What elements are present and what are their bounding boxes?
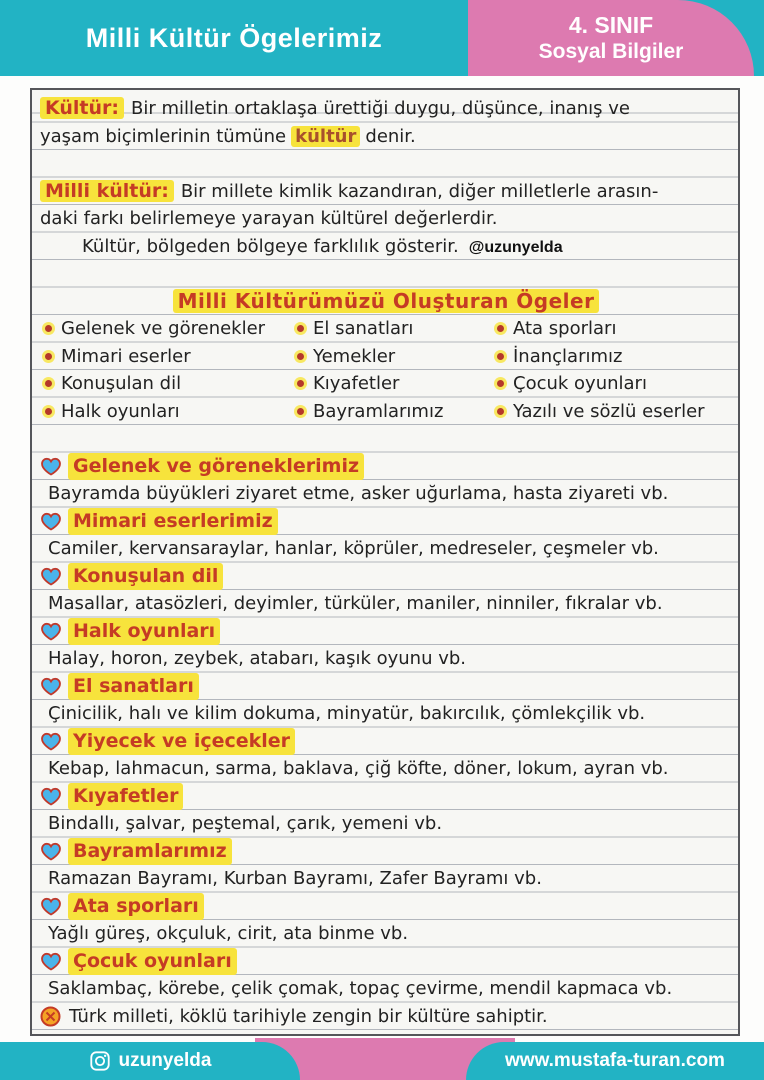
list-item (292, 398, 492, 426)
section-detail: Masallar, atasözleri, deyimler, türküler, maniler, ninniler, fıkralar vb. (48, 593, 663, 614)
notebook-page (30, 88, 740, 1036)
section-title: Konuşulan dil (68, 563, 223, 591)
heart-icon (40, 842, 62, 861)
section-title: El sanatları (68, 673, 199, 701)
elements-column-3 (492, 315, 732, 425)
list-item-label: Halk oyunları (61, 400, 180, 422)
section-title-row (40, 673, 732, 701)
header-bar (0, 0, 764, 76)
dot-bullet-icon (497, 353, 504, 360)
heart-icon (40, 622, 62, 641)
heart-icon (40, 512, 62, 531)
pinwheel-badge-icon (40, 1006, 61, 1027)
watermark-handle: @uzunyelda (468, 238, 563, 256)
grade-label: 4. SINIF (568, 11, 654, 38)
instagram-handle: uzunyelda (118, 1050, 212, 1071)
list-item (492, 398, 732, 426)
term-kultur: Kültür: (40, 97, 124, 119)
list-item (40, 370, 292, 398)
page-title: Milli Kültür Ögelerimiz (85, 22, 383, 53)
list-item (40, 343, 292, 371)
list-item (492, 315, 732, 343)
dot-bullet-icon (45, 380, 52, 387)
dot-bullet-icon (297, 408, 304, 415)
instagram-icon (89, 1050, 111, 1072)
footer-instagram-bar (0, 1042, 300, 1080)
section-detail: Çinicilik, halı ve kilim dokuma, minyatür, bakırcılık, çömlekçilik vb. (48, 703, 646, 724)
grade-subject-badge (468, 0, 754, 76)
heart-icon (40, 567, 62, 586)
elements-column-2 (292, 315, 492, 425)
definition-kultur-line1 (40, 95, 732, 123)
dot-bullet-icon (297, 325, 304, 332)
definition-kultur-text2: yaşam biçimlerinin tümüne (40, 125, 287, 147)
definition-kultur-line2 (40, 123, 732, 151)
section-title: Bayramlarımız (68, 838, 232, 866)
list-item-label: Çocuk oyunları (513, 373, 647, 395)
section-detail: Saklambaç, körebe, çelik çomak, topaç çevirme, mendil kapmaca vb. (48, 978, 673, 999)
heart-icon (40, 952, 62, 971)
section-detail: Ramazan Bayramı, Kurban Bayramı, Zafer Bayramı vb. (48, 868, 542, 889)
section-detail: Halay, horon, zeybek, atabarı, kaşık oyunu vb. (48, 648, 467, 669)
section-detail: Bindallı, şalvar, peştemal, çarık, yemeni vb. (48, 813, 443, 834)
subject-label: Sosyal Bilgiler (538, 40, 684, 64)
section-title: Kıyafetler (68, 783, 183, 811)
heart-icon (40, 897, 62, 916)
blank-line (40, 425, 732, 453)
list-item (292, 343, 492, 371)
elements-heading: Milli Kültürümüzü Oluşturan Ögeler (173, 289, 600, 313)
heart-icon (40, 787, 62, 806)
definition-millikultur-line1 (40, 178, 732, 206)
section-title-row (40, 728, 732, 756)
list-item-label: El sanatları (313, 318, 414, 340)
footer-website-bar (466, 1042, 764, 1080)
list-item-label: Yemekler (313, 345, 396, 367)
heart-icon (40, 457, 62, 476)
section-title: Halk oyunları (68, 618, 220, 646)
dot-bullet-icon (497, 408, 504, 415)
inline-highlight-kultur: kültür (291, 126, 360, 147)
section-title-row (40, 838, 732, 866)
section-title-row (40, 508, 732, 536)
heart-icon (40, 677, 62, 696)
definition-kultur-text1: Bir milletin ortaklaşa ürettiği duygu, düşünce, inanış ve (131, 98, 631, 119)
section-title: Gelenek ve göreneklerimiz (68, 453, 364, 481)
definition-millikultur-text3: Kültür, bölgeden bölgeye farklılık gösterir. (82, 235, 459, 257)
list-item-label: Konuşulan dil (61, 373, 182, 395)
closing-statement-row (40, 1003, 732, 1031)
definition-millikultur-text1: Bir millete kimlik kazandıran, diğer milletlerle arasın- (180, 180, 659, 202)
dot-bullet-icon (297, 353, 304, 360)
definition-millikultur-line3 (40, 233, 732, 261)
section-title-row (40, 948, 732, 976)
dot-bullet-icon (497, 325, 504, 332)
list-item (40, 398, 292, 426)
heart-icon (40, 732, 62, 751)
list-item (492, 343, 732, 371)
dot-bullet-icon (497, 380, 504, 387)
dot-bullet-icon (45, 408, 52, 415)
section-title: Ata sporları (68, 893, 204, 921)
section-title-row (40, 783, 732, 811)
section-detail: Camiler, kervansaraylar, hanlar, köprüler, medreseler, çeşmeler vb. (48, 538, 659, 559)
list-item (40, 315, 292, 343)
culture-elements-list (40, 315, 732, 425)
blank-line (40, 150, 732, 178)
definition-kultur-text3: denir. (365, 125, 416, 147)
list-item (492, 370, 732, 398)
section-detail: Yağlı güreş, okçuluk, cirit, ata binme vb. (48, 923, 409, 944)
dot-bullet-icon (45, 353, 52, 360)
section-title: Mimari eserlerimiz (68, 508, 278, 536)
list-item (292, 315, 492, 343)
list-item-label: Gelenek ve görenekler (61, 318, 266, 340)
list-item-label: Yazılı ve sözlü eserler (513, 400, 705, 422)
list-item (292, 370, 492, 398)
list-item-label: İnançlarımız (513, 345, 623, 367)
list-item-label: Bayramlarımız (313, 400, 444, 422)
elements-column-1 (40, 315, 292, 425)
dot-bullet-icon (45, 325, 52, 332)
term-milli-kultur: Milli kültür: (40, 180, 174, 202)
section-title-row (40, 893, 732, 921)
list-item-label: Ata sporları (513, 318, 617, 340)
closing-statement: Türk milleti, köklü tarihiyle zengin bir kültüre sahiptir. (69, 1005, 548, 1027)
section-detail: Bayramda büyükleri ziyaret etme, asker uğurlama, hasta ziyareti vb. (48, 483, 669, 504)
section-title: Çocuk oyunları (68, 948, 237, 976)
website-url: www.mustafa-turan.com (505, 1050, 725, 1071)
section-title-row (40, 453, 732, 481)
list-item-label: Mimari eserler (61, 345, 191, 367)
elements-heading-row (40, 288, 732, 316)
list-item-label: Kıyafetler (313, 373, 400, 395)
section-detail: Kebap, lahmacun, sarma, baklava, çiğ köfte, döner, lokum, ayran vb. (48, 758, 669, 779)
section-title-row (40, 618, 732, 646)
dot-bullet-icon (297, 380, 304, 387)
section-title-row (40, 563, 732, 591)
blank-line (40, 260, 732, 288)
definition-millikultur-line2: daki farkı belirlemeye yarayan kültürel değerlerdir. (40, 208, 498, 229)
section-title: Yiyecek ve içecekler (68, 728, 295, 756)
